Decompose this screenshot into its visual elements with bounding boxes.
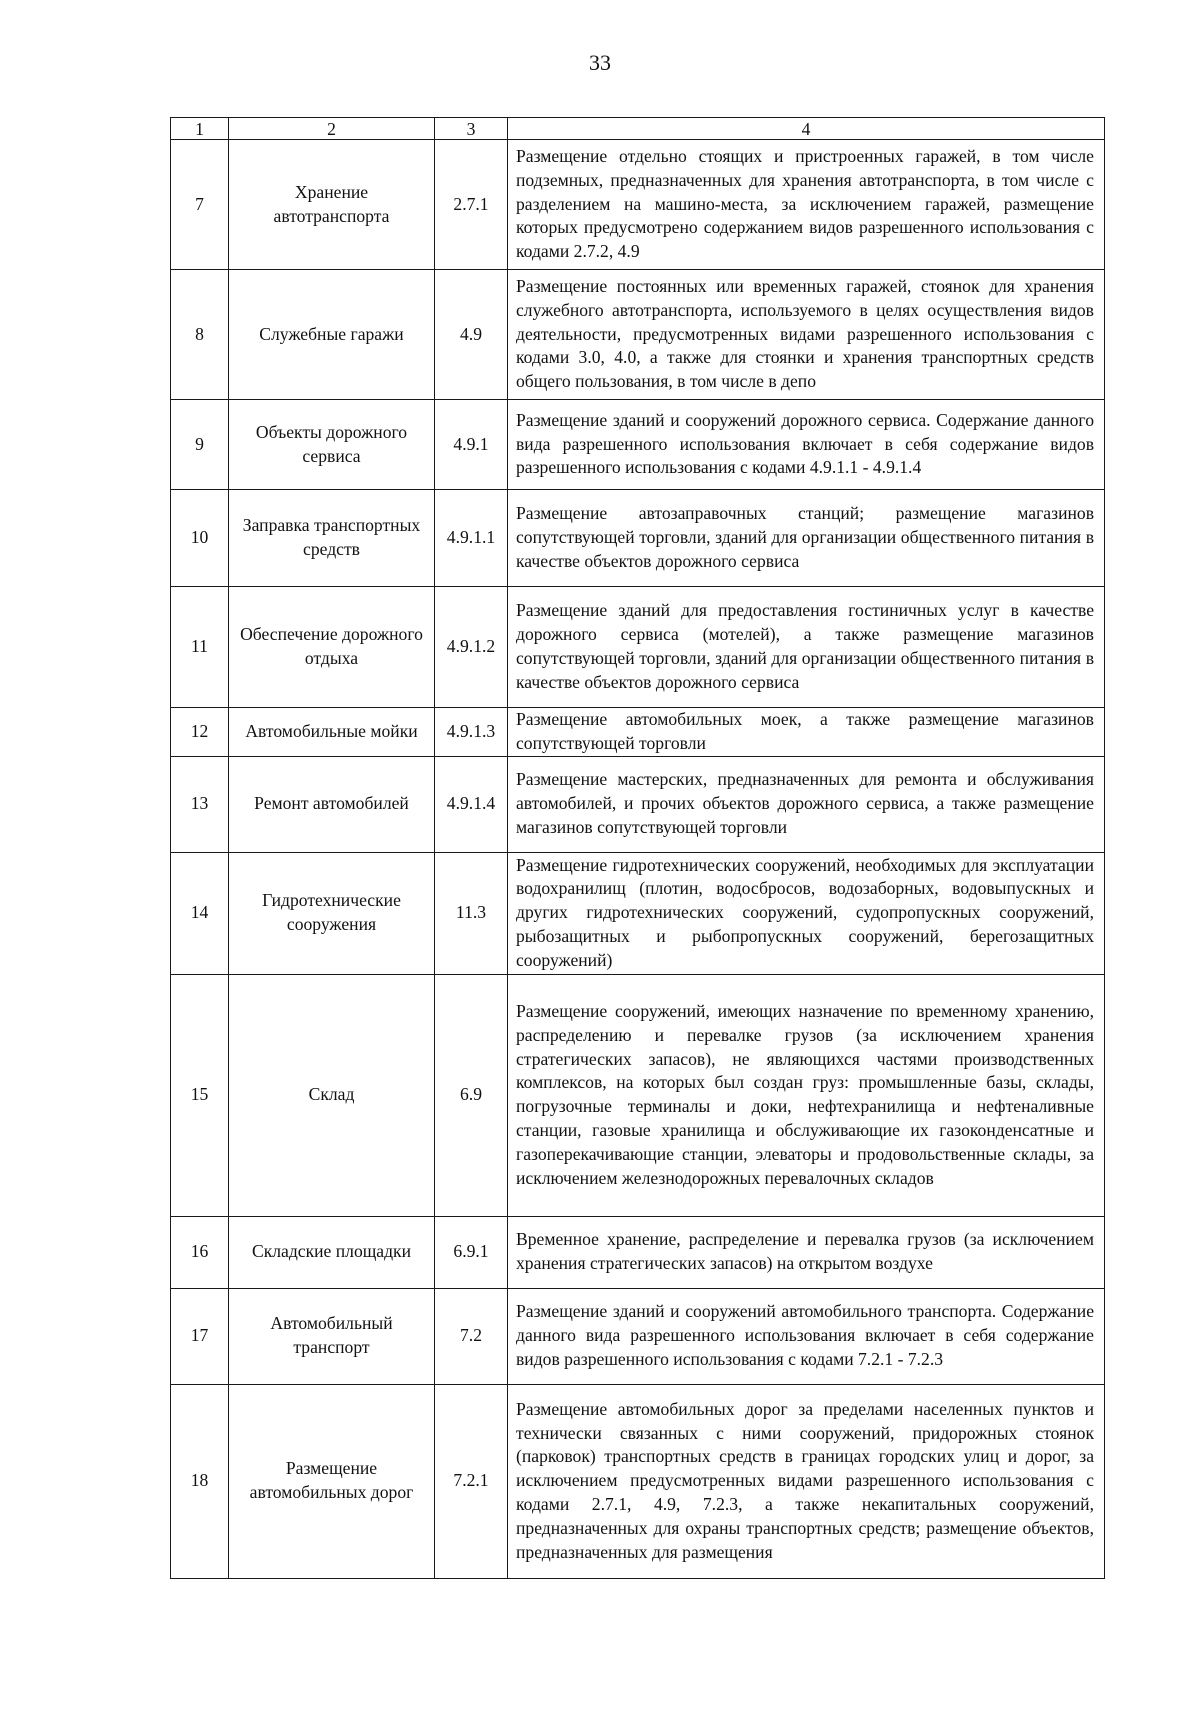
use-type-description: Размещение автомобильных моек, а также размещение магазинов сопутствующей торговли [508, 708, 1105, 757]
use-type-name: Хранение автотранспорта [229, 140, 435, 270]
use-type-description: Размещение автомобильных дорог за пределами населенных пунктов и технически связанных с ними сооружений, придорожных стоянок (парковок) транспортных средств в границах городских улиц и дорог, за исключением предусмотренных видами разрешенного использования с кодами 2.7.1, 4.9, 7.2.3, а также некапитальных сооружений, предназначенных для охраны транспортных средств; размещение объектов, предназначенных для размещения [508, 1384, 1105, 1578]
table-row [171, 852, 1105, 974]
table-row [171, 400, 1105, 490]
page-number: 33 [589, 50, 611, 75]
column-header-3: 3 [435, 118, 508, 140]
use-type-code: 4.9 [435, 270, 508, 400]
use-type-description: Временное хранение, распределение и перевалка грузов (за исключением хранения стратегических запасов) на открытом воздухе [508, 1216, 1105, 1288]
use-type-code: 4.9.1.4 [435, 756, 508, 852]
row-number: 17 [171, 1288, 229, 1384]
use-type-description: Размещение сооружений, имеющих назначение по временному хранению, распределению и перевалке грузов (за исключением хранения стратегических запасов), не являющихся частями производственных комплексов, на которых был создан груз: промышленные базы, склады, погрузочные терминалы и доки, нефтехранилища и нефтеналивные станции, газовые хранилища и обслуживающие их газоконденсатные и газоперекачивающие станции, элеваторы и продовольственные склады, за исключением железнодорожных перевалочных складов [508, 974, 1105, 1216]
use-type-code: 11.3 [435, 852, 508, 974]
use-type-name: Автомобильные мойки [229, 708, 435, 757]
use-type-name: Автомобильный транспорт [229, 1288, 435, 1384]
row-number: 16 [171, 1216, 229, 1288]
use-type-code: 4.9.1 [435, 400, 508, 490]
column-header-4: 4 [508, 118, 1105, 140]
use-type-description: Размещение мастерских, предназначенных для ремонта и обслуживания автомобилей, и прочих объектов дорожного сервиса, а также размещение магазинов сопутствующей торговли [508, 756, 1105, 852]
row-number: 11 [171, 587, 229, 708]
table-row [171, 140, 1105, 270]
use-type-name: Ремонт автомобилей [229, 756, 435, 852]
use-type-code: 7.2.1 [435, 1384, 508, 1578]
use-type-description: Размещение автозаправочных станций; размещение магазинов сопутствующей торговли, зданий для организации общественного питания в качестве объектов дорожного сервиса [508, 490, 1105, 587]
use-type-description: Размещение зданий для предоставления гостиничных услуг в качестве дорожного сервиса (мотелей), а также размещение магазинов сопутствующей торговли, зданий для организации общественного питания в качестве объектов дорожного сервиса [508, 587, 1105, 708]
row-number: 7 [171, 140, 229, 270]
table-header-row [171, 118, 1105, 140]
row-number: 9 [171, 400, 229, 490]
use-type-name: Заправка транспортных средств [229, 490, 435, 587]
use-type-description: Размещение постоянных или временных гаражей, стоянок для хранения служебного автотранспорта, используемого в целях осуществления видов деятельности, предусмотренных видами разрешенного использования с кодами 3.0, 4.0, а также для стоянки и хранения транспортных средств общего пользования, в том числе в депо [508, 270, 1105, 400]
row-number: 10 [171, 490, 229, 587]
use-type-code: 7.2 [435, 1288, 508, 1384]
use-type-code: 6.9.1 [435, 1216, 508, 1288]
table-row [171, 1288, 1105, 1384]
use-type-description: Размещение гидротехнических сооружений, необходимых для эксплуатации водохранилищ (плотин, водосбросов, водозаборных, водовыпускных и других гидротехнических сооружений, судопропускных сооружений, рыбозащитных и рыбопропускных сооружений, берегозащитных сооружений) [508, 852, 1105, 974]
use-type-description: Размещение отдельно стоящих и пристроенных гаражей, в том числе подземных, предназначенных для хранения автотранспорта, в том числе с разделением на машино-места, за исключением гаражей, размещение которых предусмотрено содержанием видов разрешенного использования с кодами 2.7.2, 4.9 [508, 140, 1105, 270]
use-type-code: 4.9.1.3 [435, 708, 508, 757]
use-type-code: 4.9.1.2 [435, 587, 508, 708]
use-type-description: Размещение зданий и сооружений автомобильного транспорта. Содержание данного вида разрешенного использования включает в себя содержание видов разрешенного использования с кодами 7.2.1 - 7.2.3 [508, 1288, 1105, 1384]
table-row [171, 490, 1105, 587]
use-type-name: Гидротехнические сооружения [229, 852, 435, 974]
use-type-name: Размещение автомобильных дорог [229, 1384, 435, 1578]
table-row [171, 270, 1105, 400]
table-row [171, 587, 1105, 708]
use-type-description: Размещение зданий и сооружений дорожного сервиса. Содержание данного вида разрешенного использования включает в себя содержание видов разрешенного использования с кодами 4.9.1.1 - 4.9.1.4 [508, 400, 1105, 490]
table-row [171, 1384, 1105, 1578]
use-type-code: 2.7.1 [435, 140, 508, 270]
table-row [171, 756, 1105, 852]
use-type-name: Склад [229, 974, 435, 1216]
row-number: 12 [171, 708, 229, 757]
row-number: 15 [171, 974, 229, 1216]
use-type-name: Обеспечение дорожного отдыха [229, 587, 435, 708]
table-row [171, 1216, 1105, 1288]
row-number: 8 [171, 270, 229, 400]
use-type-name: Объекты дорожного сервиса [229, 400, 435, 490]
row-number: 18 [171, 1384, 229, 1578]
column-header-2: 2 [229, 118, 435, 140]
column-header-1: 1 [171, 118, 229, 140]
land-use-table [170, 117, 1105, 1579]
row-number: 14 [171, 852, 229, 974]
use-type-code: 4.9.1.1 [435, 490, 508, 587]
use-type-code: 6.9 [435, 974, 508, 1216]
use-type-name: Служебные гаражи [229, 270, 435, 400]
table-row [171, 708, 1105, 757]
table-row [171, 974, 1105, 1216]
use-type-name: Складские площадки [229, 1216, 435, 1288]
row-number: 13 [171, 756, 229, 852]
